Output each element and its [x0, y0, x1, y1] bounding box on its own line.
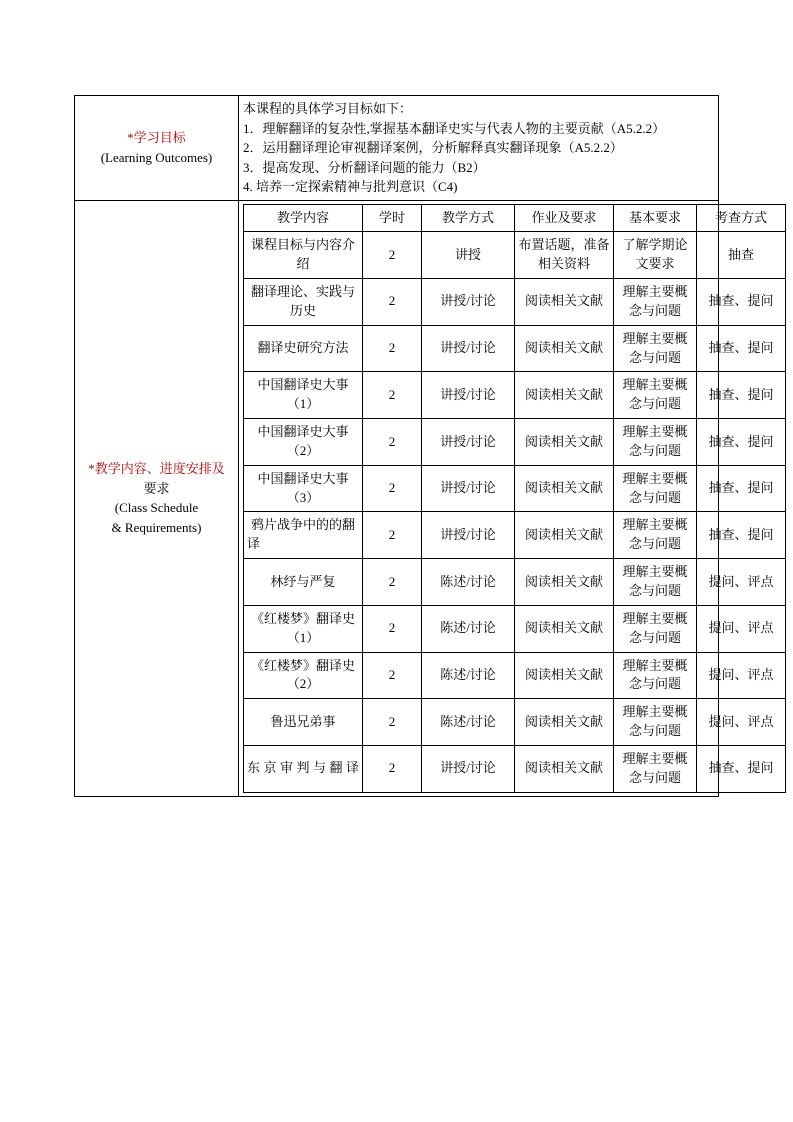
row-content: 《红楼梦》翻译史（1）: [244, 605, 363, 652]
row-homework: 阅读相关文献: [515, 745, 614, 792]
row-basic: 理解主要概念与问题: [614, 279, 697, 326]
learning-outcomes-content: [239, 96, 719, 201]
row-hours: 2: [363, 559, 422, 606]
row-hours: 2: [363, 465, 422, 512]
class-schedule-content: [239, 200, 774, 796]
row-basic: 理解主要概念与问题: [614, 372, 697, 419]
row-content: 课程目标与内容介绍: [244, 232, 363, 279]
row-content: 鸦片战争中的的翻译: [244, 512, 363, 559]
row-hours: 2: [363, 699, 422, 746]
row-hours: 2: [363, 372, 422, 419]
row-exam: 抽查、提问: [697, 745, 786, 792]
table-row: [244, 372, 786, 419]
row-method: 陈述/讨论: [422, 559, 515, 606]
syllabus-table-container: [74, 95, 774, 797]
table-row: [244, 699, 786, 746]
schedule-header-content: 教学内容: [244, 204, 363, 232]
row-exam: 抽查、提问: [697, 325, 786, 372]
table-row: [244, 745, 786, 792]
row-method: 讲授/讨论: [422, 745, 515, 792]
row-hours: 2: [363, 279, 422, 326]
row-hours: 2: [363, 232, 422, 279]
row-basic: 理解主要概念与问题: [614, 652, 697, 699]
class-schedule-label-line-1: *教学内容、进度安排及: [88, 461, 225, 477]
row-content: 翻译理论、实践与历史: [244, 279, 363, 326]
row-basic: 理解主要概念与问题: [614, 699, 697, 746]
schedule-header-hours: 学时: [363, 204, 422, 232]
row-method: 讲授/讨论: [422, 512, 515, 559]
row-method: 讲授/讨论: [422, 325, 515, 372]
row-exam: 抽查: [697, 232, 786, 279]
row-method: 讲授/讨论: [422, 372, 515, 419]
row-homework: 阅读相关文献: [515, 699, 614, 746]
row-basic: 理解主要概念与问题: [614, 512, 697, 559]
outcomes-intro: 本课程的具体学习目标如下：: [243, 101, 413, 116]
row-hours: 2: [363, 325, 422, 372]
table-row: [244, 465, 786, 512]
schedule-table: [243, 204, 786, 793]
class-schedule-label-line-4: & Requirements): [111, 519, 202, 535]
learning-outcomes-label-line-2: (Learning Outcomes): [100, 149, 213, 165]
schedule-header-row: [244, 204, 786, 232]
row-homework: 阅读相关文献: [515, 512, 614, 559]
table-row: [244, 279, 786, 326]
row-homework: 布置话题，准备相关资料: [515, 232, 614, 279]
row-exam: 抽查、提问: [697, 279, 786, 326]
outcomes-item-2: 2．运用翻译理论审视翻译案例，分析解释真实翻译现象（A5.2.2）: [243, 140, 623, 155]
row-content: 林纾与严复: [244, 559, 363, 606]
row-hours: 2: [363, 419, 422, 466]
row-basic: 理解主要概念与问题: [614, 325, 697, 372]
row-method: 讲授: [422, 232, 515, 279]
table-row: [244, 605, 786, 652]
table-row: [244, 419, 786, 466]
row-content: 鲁迅兄弟事: [244, 699, 363, 746]
table-row: [244, 559, 786, 606]
schedule-header-method: 教学方式: [422, 204, 515, 232]
row-hours: 2: [363, 745, 422, 792]
row-hours: 2: [363, 652, 422, 699]
schedule-header-basic: 基本要求: [614, 204, 697, 232]
row-homework: 阅读相关文献: [515, 279, 614, 326]
row-homework: 阅读相关文献: [515, 605, 614, 652]
row-exam: 抽查、提问: [697, 372, 786, 419]
row-content: 中国翻译史大事（2）: [244, 419, 363, 466]
table-row: [244, 512, 786, 559]
row-hours: 2: [363, 605, 422, 652]
row-exam: 抽查、提问: [697, 465, 786, 512]
learning-outcomes-row: [75, 96, 719, 201]
row-method: 陈述/讨论: [422, 699, 515, 746]
row-hours: 2: [363, 512, 422, 559]
class-schedule-label-line-3: (Class Schedule: [114, 500, 199, 516]
row-content: 中国翻译史大事（1）: [244, 372, 363, 419]
schedule-header-homework: 作业及要求: [515, 204, 614, 232]
schedule-header-exam: 考查方式: [697, 204, 786, 232]
row-homework: 阅读相关文献: [515, 465, 614, 512]
row-basic: 理解主要概念与问题: [614, 605, 697, 652]
row-content: 东京审判与翻译: [244, 745, 363, 792]
learning-outcomes-label: [75, 96, 239, 201]
class-schedule-label: [75, 200, 239, 796]
row-homework: 阅读相关文献: [515, 419, 614, 466]
row-homework: 阅读相关文献: [515, 325, 614, 372]
class-schedule-row: [75, 200, 719, 796]
row-exam: 提问、评点: [697, 699, 786, 746]
table-row: [244, 232, 786, 279]
row-basic: 理解主要概念与问题: [614, 465, 697, 512]
learning-outcomes-label-line-1: *学习目标: [127, 130, 186, 146]
row-homework: 阅读相关文献: [515, 559, 614, 606]
row-content: 翻译史研究方法: [244, 325, 363, 372]
row-exam: 抽查、提问: [697, 419, 786, 466]
table-row: [244, 652, 786, 699]
row-content: 中国翻译史大事（3）: [244, 465, 363, 512]
row-exam: 抽查、提问: [697, 512, 786, 559]
row-method: 讲授/讨论: [422, 279, 515, 326]
row-basic: 了解学期论文要求: [614, 232, 697, 279]
class-schedule-label-line-2: 要求: [143, 480, 170, 496]
row-method: 讲授/讨论: [422, 419, 515, 466]
row-basic: 理解主要概念与问题: [614, 745, 697, 792]
row-method: 陈述/讨论: [422, 652, 515, 699]
row-exam: 提问、评点: [697, 605, 786, 652]
outcomes-item-4: 4. 培养一定探索精神与批判意识（C4): [243, 179, 458, 194]
row-exam: 提问、评点: [697, 559, 786, 606]
syllabus-table: [74, 95, 774, 797]
row-homework: 阅读相关文献: [515, 652, 614, 699]
row-homework: 阅读相关文献: [515, 372, 614, 419]
row-basic: 理解主要概念与问题: [614, 419, 697, 466]
row-method: 陈述/讨论: [422, 605, 515, 652]
outcomes-item-3: 3．提高发现、分析翻译问题的能力（B2）: [243, 159, 486, 175]
row-method: 讲授/讨论: [422, 465, 515, 512]
row-content: 《红楼梦》翻译史（2）: [244, 652, 363, 699]
row-exam: 提问、评点: [697, 652, 786, 699]
outcomes-item-1: 1．理解翻译的复杂性,掌握基本翻译史实与代表人物的主要贡献（A5.2.2）: [243, 120, 666, 136]
table-row: [244, 325, 786, 372]
row-basic: 理解主要概念与问题: [614, 559, 697, 606]
